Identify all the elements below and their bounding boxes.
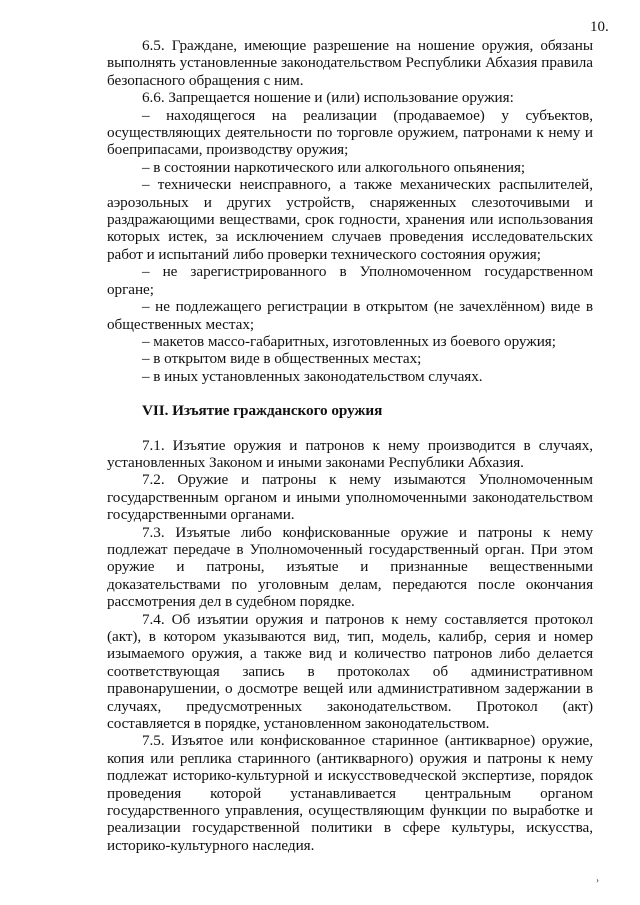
list-item: – не подлежащего регистрации в открытом (не зачехлённом) виде в общественных местах; [107, 298, 593, 333]
page-number: 10. [590, 19, 609, 35]
list-item: – находящегося на реализации (продаваемое) у субъектов, осуществляющих деятельности по торговле оружием, патронами к нему и боеприпасами, производству оружия; [107, 106, 593, 159]
scan-mark: › [596, 875, 599, 885]
list-item: – в иных установленных законодательством случаях. [142, 367, 483, 385]
paragraph-7-4: 7.4. Об изъятии оружия и патронов к нему составляется протокол (акт), в котором указываются вид, тип, модель, калибр, серия и номер изымаемого оружия, а также вид и количество патронов либо делается соответствующая запись в протоколах об административном правонарушении, о досмотре вещей или административном задержании в случаях, предусмотренных законодательством. Протокол (акт) составляется в порядке, установленном законодательством. [107, 610, 593, 733]
list-item: – в состоянии наркотического или алкогольного опьянения; [142, 158, 526, 176]
list-item: – макетов массо-габаритных, изготовленных из боевого оружия; [142, 332, 556, 350]
section-heading: VII. Изъятие гражданского оружия [142, 402, 383, 420]
paragraph-7-5: 7.5. Изъятое или конфискованное старинное (антикварное) оружие, копия или реплика старинного (антикварного) оружия и патроны к нему подлежат историко-культурной и искусствоведческой экспертизе, порядок проведения которой устанавливается центральным органом государственного управления, осуществляющим функции по выработке и реализации государственной политики в сфере культуры, искусства, историко-культурного наследия. [107, 732, 593, 854]
list-item: – технически неисправного, а также механических распылителей, аэрозольных и других устройств, снаряженных слезоточивыми и раздражающими веществами, срок годности, хранения или использования которых истек, за исключением случаев проведения исследовательских работ и испытаний либо проверки технического состояния оружия; [107, 176, 593, 263]
paragraph-7-2: 7.2. Оружие и патроны к нему изымаются Уполномоченным государственным органом и иными уполномоченными законодательством государственными органами. [107, 471, 593, 524]
paragraph-7-3: 7.3. Изъятые либо конфискованные оружие и патроны к нему подлежат передаче в Уполномоченный государственный орган. При этом оружие и патроны, изъятые и признанные вещественными доказательствами по уголовным делам, передаются после окончания рассмотрения дел в судебном порядке. [107, 523, 593, 611]
list-item: – не зарегистрированного в Уполномоченном государственном органе; [107, 263, 593, 298]
document-body [107, 37, 593, 854]
paragraph-6-5: 6.5. Граждане, имеющие разрешение на ношение оружия, обязаны выполнять установленные законодательством Республики Абхазия правила безопасного обращения с ним. [107, 37, 593, 89]
paragraph-7-1: 7.1. Изъятие оружия и патронов к нему производится в случаях, установленных Законом и иными законами Республики Абхазия. [107, 436, 593, 471]
paragraph-6-6: 6.6. Запрещается ношение и (или) использование оружия: [142, 89, 514, 107]
list-item: – в открытом виде в общественных местах; [142, 350, 422, 368]
